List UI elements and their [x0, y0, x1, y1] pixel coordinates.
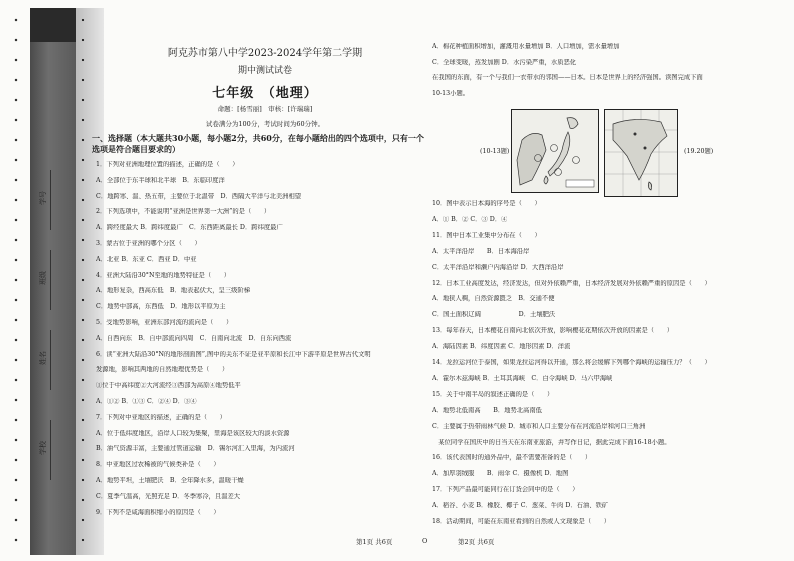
- question-line: B．油气资源丰富，主要通过管道运输 D．锡尔河汇入里海，为内流河: [96, 445, 295, 453]
- exam-subtitle: 期中测试试卷: [237, 66, 292, 76]
- question-line: A．地形复杂，西高东低 B．地表起伏大，呈三级阶梯: [96, 287, 251, 295]
- school-label: 学校: [39, 441, 47, 455]
- question-line: A．①② B．①③ C．②④ D．③④: [96, 398, 197, 405]
- class-line: [50, 250, 51, 310]
- name-line: [50, 330, 51, 390]
- question-line: C．夏季气温高，光照充足 D．冬季寒冷，且温差大: [96, 492, 241, 500]
- question-line: 14．龙拉运河位于泰国，如果龙拉运河得以开通，那么将会缓解下列哪个海峡的运输压力？（ ）: [432, 359, 711, 366]
- question-line: C．主要属于热带雨林气候 D．城市和人口主要分布在河流沿岸和河口三角洲: [432, 422, 646, 430]
- question-line: A．棉花种植面积增加，灌溉用水量增加 B．人口增加，需水量增加: [432, 43, 620, 50]
- map-caption-right: (19.20题): [684, 148, 714, 155]
- question-line: A．稻谷、小麦 B．橡胶、椰子 C．葱菜、牛肉 D．石油、铁矿: [432, 502, 609, 510]
- question-line: 15．关于中南半岛的叙述正确的是（ ）: [432, 390, 554, 398]
- question-line: A．自西向东 B．自中部流向四周 C．自南向北流 D．自东向西流: [96, 334, 292, 342]
- question-line: C．全球变暖，蒸发加剧 D．水污染严重，水质恶化: [432, 58, 577, 66]
- question-line: A．全部位于东半球和北半球 B．东临印度洋: [96, 176, 225, 184]
- question-line: 17．下列产品最可能同行在订货会同中的是（ ）: [432, 486, 579, 494]
- question-line: 3．蒙古位于亚洲的哪个分区（ ）: [96, 240, 201, 247]
- student-id-line: [50, 170, 51, 230]
- name-label: 姓名: [39, 351, 47, 365]
- question-line: 在我国的东面，有一个与我们一衣带水的邻国——日本。日本是世界上的经济强国。读图完成下面: [432, 74, 703, 82]
- question-line: C．地跨寒、温、热五带，主要位于北温带 D．西隔大平洋与北美洲相望: [96, 192, 302, 200]
- exam-title: 阿克苏市第八中学2023-2024学年第二学期: [167, 48, 363, 59]
- question-line: 发源地，影响其两地的自然地理优势是（ ）: [96, 366, 229, 374]
- exam-grade-subject: 七年级 （地理）: [212, 86, 318, 101]
- south-asia-map: [604, 109, 678, 197]
- question-line: A．跨经度最大 B．跨纬度最广 C．东西距离最长 D．跨纬度最广: [96, 224, 283, 232]
- question-line: 6．读“亚洲大陆沿30°N的地形剖面图”,图中的关东不证是亚平原和长江中下游平原是世界古代文明: [96, 350, 371, 358]
- japan-map-drawing: [512, 110, 598, 192]
- question-line: C．地势中部高，东西低 D．地形以平原为主: [96, 303, 226, 311]
- question-line: A．加厚羽绒服 B．雨伞 C．摄像机 D．地图: [432, 470, 569, 478]
- question-line: 2．下列选项中，不能说明“亚洲是世界第一大洲”的是（ ）: [96, 208, 271, 216]
- page-number-left: 第1页 共6页: [356, 538, 393, 546]
- center-mark: O: [422, 537, 428, 545]
- question-line: A．位于低纬度地区，沿岸人口较为集聚，里海是该区较大的淡水资源: [96, 429, 290, 437]
- page-number-right: 第2页 共6页: [458, 538, 495, 546]
- question-line: 16．该代表国时的通外品中，最不需要准备的是（ ）: [432, 454, 592, 462]
- question-line: A．太平洋沿岸 B．日本海沿岸: [432, 247, 530, 255]
- question-line: 10-13小题。: [432, 89, 470, 97]
- question-line: A．霍尔木兹海峡 B．土耳其海峡 C．白令海峡 D．马六甲海峡: [432, 374, 613, 382]
- question-line: 4．亚洲大陆沿30°N至地的地势特征是（ ）: [96, 271, 231, 279]
- question-line: A．海陆因素 B．纬度因素 C．地形因素 D．洋流: [432, 343, 571, 351]
- question-line: 5．受地势影响，亚洲东部河流的流向是（ ）: [96, 319, 233, 326]
- question-line: A．地势平坦，土壤肥沃 B．全年降水多，温暖干燥: [96, 477, 244, 484]
- map-caption-left: (10-13题): [480, 148, 510, 155]
- exam-info: 试卷满分为100分，考试时间为60分钟。: [205, 120, 325, 128]
- south-asia-map-drawing: [605, 110, 677, 196]
- class-label: 班级: [39, 271, 47, 285]
- question-line: 7．下列对中亚地区的描述，正确的是（ ）: [96, 413, 226, 421]
- question-line: 8．中亚地区过农稀被的气候类补是（ ）: [96, 461, 220, 469]
- question-line: A．① B．② C．③ D．④: [432, 215, 508, 223]
- question-line: 1．下列对亚洲地理位置的描述，正确的是（ ）: [96, 161, 239, 168]
- binding-strip-top: [30, 8, 76, 42]
- binding-strip-dark: [30, 8, 76, 555]
- question-line: C．国土面积辽阔 D．土壤肥沃: [432, 311, 556, 319]
- school-line: [50, 420, 51, 480]
- question-line: A．北亚 B．东亚 C．西亚 D．中亚: [96, 255, 197, 263]
- question-line: A．地势北低南高 B．地势北高南低: [432, 406, 542, 414]
- question-line: ①位于中高纬度②大河流经③西部为高原④地势低平: [96, 382, 241, 390]
- question-line: 18．活动期间，可能在东南亚看到的自然或人文现象是（ ）: [432, 518, 611, 525]
- punch-holes-left: [12, 10, 20, 550]
- question-line: A．地狭人稠，自然资源匮乏 B．交通不便: [432, 295, 555, 303]
- question-line: 13．每年春天，日本樱花自南向北依次开放，影响樱花花期依次开放的因素是（ ）: [432, 327, 673, 335]
- punch-holes-right: [80, 10, 86, 550]
- question-line: 11．图中日本工业集中分布在（ ）: [432, 231, 541, 239]
- question-line: 某位同学在国庆中的日当天在东南亚旅游，并写作日记，据此完成下面16-18小题。: [432, 438, 671, 446]
- exam-authors: 命题：[杨雪丽] 审核：[许瑞瑞]: [217, 105, 313, 113]
- question-line: 9．下列不是咸海面积缩小的原因是（ ）: [96, 508, 220, 516]
- question-line: C．太平洋沿岸和濑户内海沿岸 D．大西洋沿岸: [432, 263, 564, 271]
- section-heading: 一、选择题（本大题共30小题，每小题2分，共60分，在每小题给出的四个选项中，只有一个选项是符合题目要求的）: [92, 133, 424, 154]
- question-line: 12．日本工业高度发达，经济发达，但对外依赖严重，日本经济发展对外依赖严重的原因是（ ）: [432, 279, 711, 287]
- student-id-label: 学号: [39, 191, 47, 205]
- question-line: 10．图中表示日本海的序号是（ ）: [432, 200, 541, 207]
- japan-map: [511, 109, 599, 193]
